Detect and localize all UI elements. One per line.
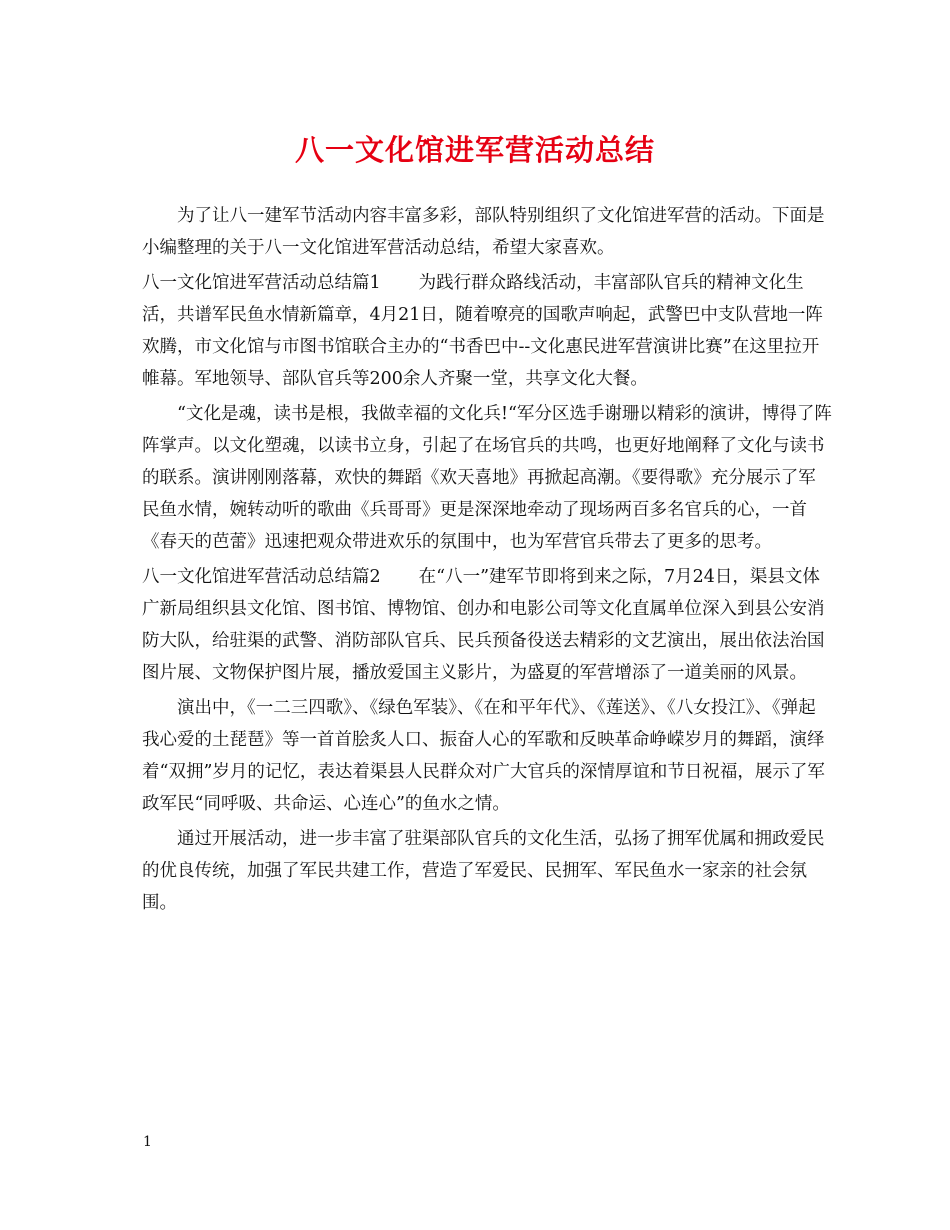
section-heading-1: 八一文化馆进军营活动总结篇1 <box>142 273 381 293</box>
section-text-2: 在“八一”建军节即将到来之际，7月24日，渠县文体广新局组织县文化馆、图书馆、博物馆、创办和电影公司等文化直属单位深入到县公安消防大队，给驻渠的武警、消防部队官兵、民兵预备役送去精彩的文艺演出，展出依法治国图片展、文物保护图片展，播放爱国主义影片，为盛夏的军营增添了一道美丽的风景。 <box>142 567 825 683</box>
section-heading-2: 八一文化馆进军营活动总结篇2 <box>142 567 381 587</box>
paragraph-section-1 <box>142 267 832 395</box>
paragraph-section-2 <box>142 561 832 689</box>
paragraph-section-1-body: “文化是魂，读书是根，我做幸福的文化兵!“军分区选手谢珊以精彩的演讲，博得了阵阵掌声。以文化塑魂，以读书立身，引起了在场官兵的共鸣，也更好地阐释了文化与读书的联系。演讲刚刚落幕，欢快的舞蹈《欢天喜地》再掀起高潮。《要得歌》充分展示了军民鱼水情，婉转动听的歌曲《兵哥哥》更是深深地牵动了现场两百多名官兵的心，一首《春天的芭蕾》迅速把观众带进欢乐的氛围中，也为军营官兵带去了更多的思考。 <box>142 404 832 552</box>
section-text-1: 为践行群众路线活动，丰富部队官兵的精神文化生活，共谱军民鱼水情新篇章，4月21日，随着嘹亮的国歌声响起，武警巴中支队营地一阵欢腾，市文化馆与市图书馆联合主办的“书香巴中--文化惠民进军营演讲比赛”在这里拉开帷幕。军地领导、部队官兵等200余人齐聚一堂，共享文化大餐。 <box>142 273 823 389</box>
paragraph-section-2-body: 演出中，《一二三四歌》、《绿色军装》、《在和平年代》、《莲送》、《八女投江》、《弹起我心爱的土琵琶》等一首首脍炙人口、振奋人心的军歌和反映革命峥嵘岁月的舞蹈，演绎着“双拥”岁月的记忆，表达着渠县人民群众对广大官兵的深情厚谊和节日祝福，展示了军政军民“同呼吸、共命运、心连心”的鱼水之情。 <box>142 698 825 814</box>
paragraph-conclusion: 通过开展活动，进一步丰富了驻渠部队官兵的文化生活，弘扬了拥军优属和拥政爱民的优良传统，加强了军民共建工作，营造了军爱民、民拥军、军民鱼水一家亲的社会氛围。 <box>142 829 825 913</box>
paragraph-intro: 为了让八一建军节活动内容丰富多彩，部队特别组织了文化馆进军营的活动。下面是小编整理的关于八一文化馆进军营活动总结，希望大家喜欢。 <box>142 206 825 258</box>
page-title: 八一文化馆进军营活动总结 <box>294 133 655 167</box>
page-number: 1 <box>143 1134 152 1150</box>
document-body <box>142 200 832 922</box>
